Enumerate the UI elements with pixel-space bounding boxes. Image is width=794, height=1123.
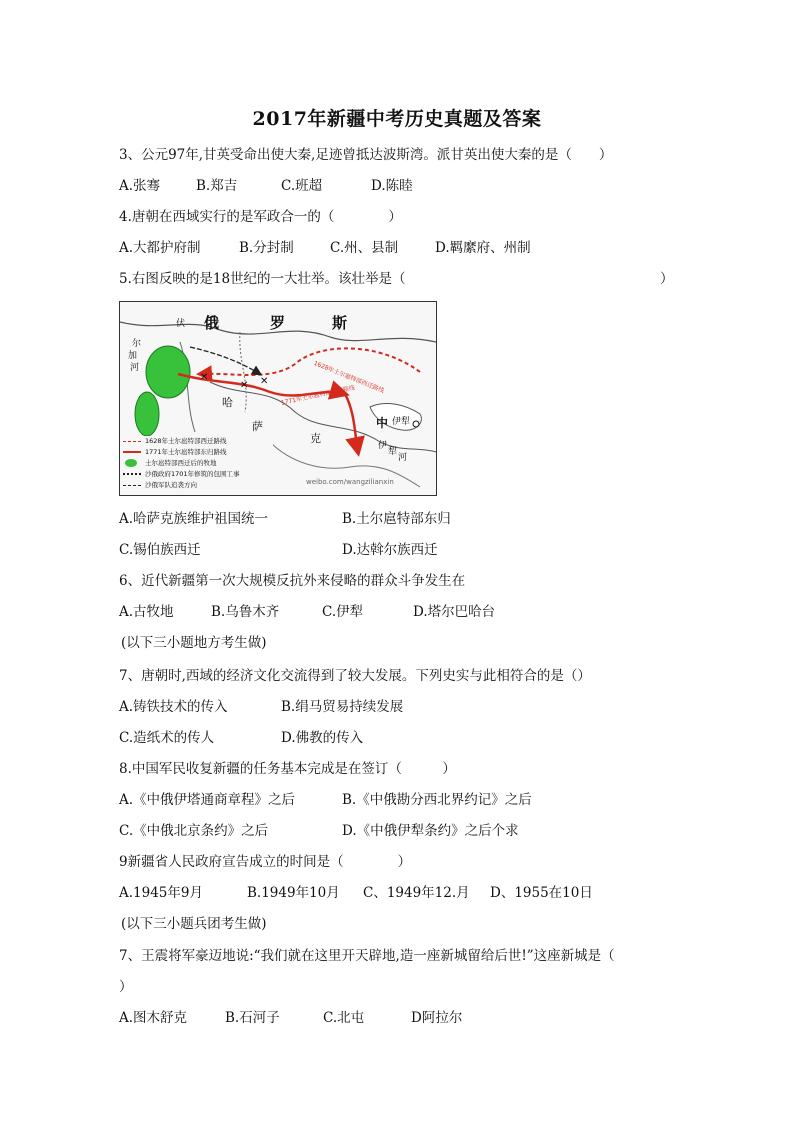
option-b: B.郑吉 (196, 178, 238, 194)
legend-item: 1771年土尔扈特部东归路线 (123, 447, 273, 458)
options-row (119, 1009, 679, 1027)
option-b: B.1949年10月 (247, 885, 340, 901)
option-c: C.班超 (281, 178, 323, 194)
svg-text:✕: ✕ (240, 380, 249, 391)
option-c: C.《中俄北京条约》之后 (119, 823, 269, 839)
question-stem: 5.右图反映的是18世纪的一大壮举。该壮举是（ (119, 271, 406, 287)
map-label-china: 中 (376, 416, 389, 430)
solid-arrow-icon (123, 451, 141, 453)
option-c: C.州、县制 (330, 240, 399, 256)
option-d: D.《中俄伊犁条约》之后个求 (342, 823, 519, 839)
option-c: C.伊犁 (322, 604, 364, 620)
option-a: A.1945年9月 (119, 885, 203, 901)
map-label-kazakh: 哈 (222, 396, 233, 409)
options-row (119, 791, 679, 809)
question-stem: 7、王震将军豪迈地说:“我们就在这里开天辟地,造一座新城留给后世!”这座新城是（ (119, 948, 615, 964)
map-route-label-1771: 1771年土尔扈特部东归路线 (280, 384, 356, 407)
option-d: D阿拉尔 (411, 1010, 463, 1026)
option-b: B.乌鲁木齐 (211, 604, 280, 620)
map-label-yili-river: 河 (398, 453, 408, 463)
options-row (119, 603, 679, 621)
option-b: B.土尔扈特部东归 (342, 511, 451, 527)
section-note: (以下三小题地方考生做) (121, 635, 267, 651)
map-label-volga: 加 (128, 351, 138, 361)
pursuit-arrow-icon (123, 485, 141, 486)
option-d: D.塔尔巴哈台 (413, 604, 496, 620)
question-stem: 8.中国军民收复新疆的任务基本完成是在签订（ ） (119, 761, 456, 777)
option-a: A.图木舒克 (119, 1010, 188, 1026)
option-a: A.张骞 (119, 178, 161, 194)
map-label-kazakh: 萨 (252, 420, 263, 433)
svg-text:✕: ✕ (260, 376, 269, 387)
options-row (119, 510, 679, 528)
options-row (119, 884, 679, 902)
map-label-yili: 伊犁 (392, 417, 411, 427)
option-b: B.《中俄勘分西北界约记》之后 (342, 792, 532, 808)
options-row (119, 698, 679, 716)
map-label-volga: 河 (130, 363, 140, 373)
map-label-volga: 伏 (176, 319, 186, 329)
map-label-yili-river: 犁 (388, 447, 398, 457)
option-d: D.陈睦 (371, 178, 413, 194)
section-note: (以下三小题兵团考生做) (121, 916, 267, 932)
pasture-swatch-icon (125, 459, 137, 467)
option-a: A.古牧地 (119, 604, 174, 620)
map-label-russia: 罗 (270, 314, 286, 332)
map-label-kazakh: 克 (310, 432, 321, 445)
dashed-arrow-icon (123, 441, 141, 442)
page-title: 2017年新疆中考历史真题及答案 (252, 108, 542, 130)
option-d: D.羁縻府、州制 (435, 240, 531, 256)
question-stem-continuation: ） (119, 979, 133, 995)
map-legend (123, 436, 273, 492)
map-label-russia: 斯 (332, 314, 348, 332)
option-c: C、1949年12.月 (363, 885, 470, 901)
fortification-line-icon (123, 473, 141, 475)
options-row (119, 239, 679, 257)
option-d: D、1955在10日 (490, 885, 593, 901)
options-row (119, 541, 679, 559)
map-route-label-1628: 1628年土尔扈特部西迁路线 (312, 359, 386, 395)
option-b: B.分封制 (239, 240, 294, 256)
svg-text:✕: ✕ (200, 372, 209, 383)
legend-item: 沙俄政府1701年修筑的包围工事 (123, 469, 273, 480)
option-b: B.石河子 (225, 1010, 280, 1026)
question-stem-end: ） (660, 271, 674, 287)
question-stem: 6、近代新疆第一次大规模反抗外来侵略的群众斗争发生在 (119, 573, 466, 589)
option-d: D.佛教的传入 (281, 730, 364, 746)
map-label-yili-river: 伊 (378, 441, 388, 451)
option-b: B.绢马贸易持续发展 (281, 699, 404, 715)
historical-map (119, 301, 437, 496)
question-stem: 3、公元97年,甘英受命出使大秦,足迹曾抵达波斯湾。派甘英出使大秦的是（ ） (119, 147, 613, 163)
question-stem: 9新疆省人民政府宣告成立的时间是（ ） (119, 854, 412, 870)
option-c: C.北屯 (323, 1010, 365, 1026)
legend-item: 沙俄军队追袭方向 (123, 480, 273, 491)
legend-item: 土尔扈特部西迁后的牧地 (123, 458, 273, 469)
option-a: A.哈萨克族维护祖国统一 (119, 511, 269, 527)
map-watermark: weibo.com/wangzilianxin (306, 478, 394, 486)
question-stem: 7、唐朝时,西域的经济文化交流得到了较大发展。下列史实与此相符合的是（） (119, 668, 591, 684)
map-label-volga: 尔 (132, 339, 142, 349)
option-a: A.大都护府制 (119, 240, 201, 256)
map-label-russia: 俄 (204, 314, 220, 332)
question-stem: 4.唐朝在西域实行的是军政合一的（ ） (119, 209, 402, 225)
option-a: A.《中俄伊塔通商章程》之后 (119, 792, 296, 808)
option-d: D.达斡尔族西迁 (342, 542, 438, 558)
options-row (119, 822, 679, 840)
option-a: A.铸铁技术的传入 (119, 699, 228, 715)
option-c: C.造纸术的传人 (119, 730, 215, 746)
legend-item: 1628年土尔扈特部西迁路线 (123, 436, 273, 447)
option-c: C.锡伯族西迁 (119, 542, 201, 558)
options-row (119, 177, 679, 195)
options-row (119, 729, 679, 747)
